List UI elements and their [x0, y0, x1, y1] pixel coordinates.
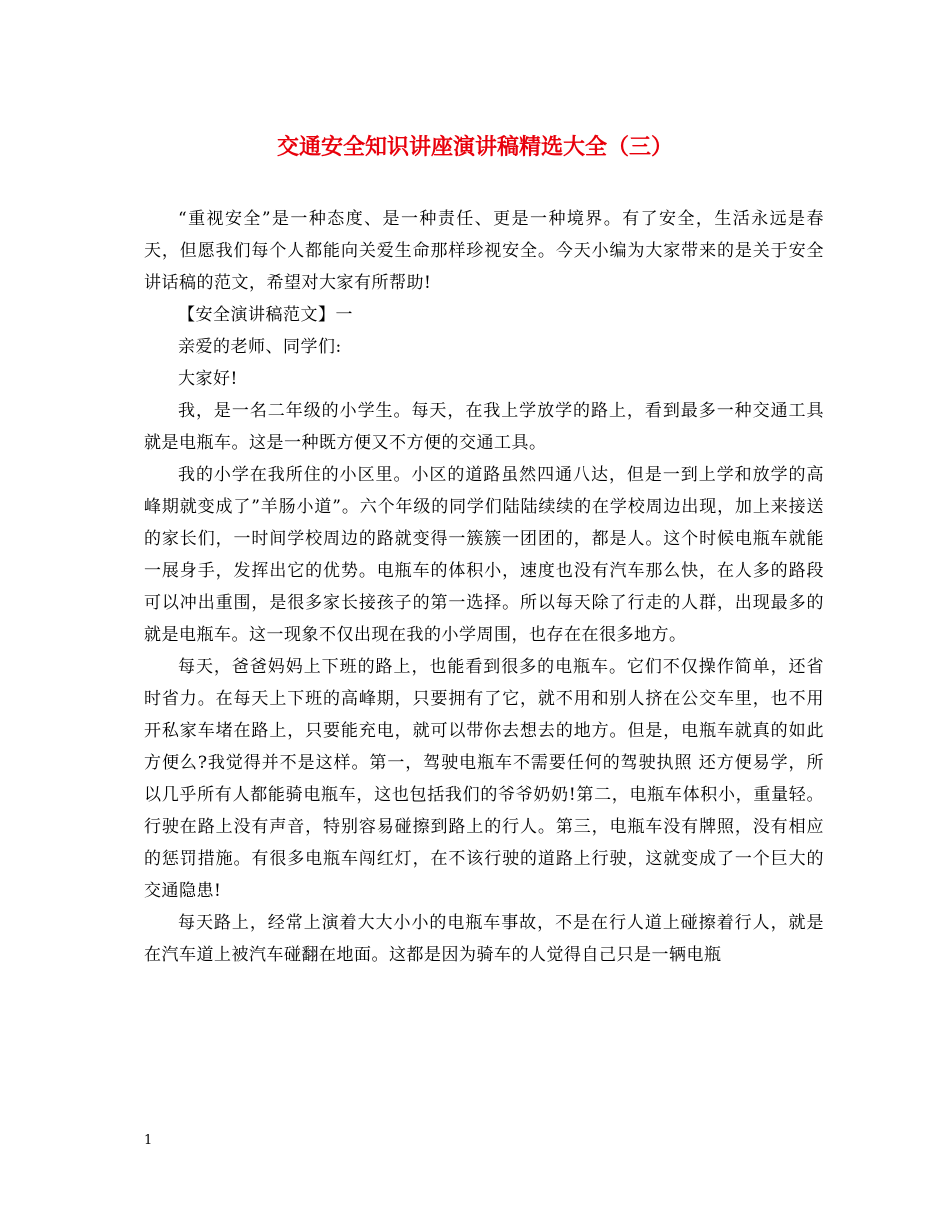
- paragraph-school-area: 我的小学在我所住的小区里。小区的道路虽然四通八达，但是一到上学和放学的高峰期就变成了”羊肠小道”。六个年级的同学们陆陆续续的在学校周边出现，加上来接送的家长们，一时间学校周边的路就变得一簇簇一团团的，都是人。这个时候电瓶车就能一展身手，发挥出它的优势。电瓶车的体积小，速度也没有汽车那么快，在人多的路段可以冲出重围，是很多家长接孩子的第一选择。所以每天除了行走的人群，出现最多的就是电瓶车。这一现象不仅出现在我的小学周围，也存在在很多地方。: [144, 465, 824, 645]
- paragraph-commute: 每天，爸爸妈妈上下班的路上，也能看到很多的电瓶车。它们不仅操作简单，还省时省力。在每天上下班的高峰期，只要拥有了它，就不用和别人挤在公交车里，也不用开私家车堵在路上，只要能充电，就可以带你去想去的地方。但是，电瓶车就真的如此方便么?我觉得并不是这样。第一，驾驶电瓶车不需要任何的驾驶执照 还方便易学，所以几乎所有人都能骑电瓶车，这也包括我们的爷爷奶奶!第二，电瓶车体积小，重量轻。行驶在路上没有声音，特别容易碰擦到路上的行人。第三，电瓶车没有牌照，没有相应的惩罚措施。有很多电瓶车闯红灯，在不该行驶的道路上行驶，这就变成了一个巨大的交通隐患!: [144, 657, 824, 901]
- paragraph-self-intro: 我，是一名二年级的小学生。每天，在我上学放学的路上，看到最多一种交通工具就是电瓶车。这是一种既方便又不方便的交通工具。: [144, 401, 824, 453]
- paragraph-greeting: 大家好!: [178, 369, 238, 389]
- paragraph-intro: “重视安全”是一种态度、是一种责任、更是一种境界。有了安全，生活永远是春天，但愿我们每个人都能向关爱生命那样珍视安全。今天小编为大家带来的是关于安全讲话稿的范文，希望对大家有所帮助!: [144, 209, 824, 293]
- document-title: 交通安全知识讲座演讲稿精选大全（三）: [276, 134, 673, 160]
- page-number: 1: [144, 1133, 153, 1148]
- paragraph-section-heading: 【安全演讲稿范文】一: [178, 305, 353, 325]
- paragraph-salutation: 亲爱的老师、同学们:: [178, 337, 342, 357]
- paragraph-accidents: 每天路上，经常上演着大大小小的电瓶车事故，不是在行人道上碰擦着行人，就是在汽车道上被汽车碰翻在地面。这都是因为骑车的人觉得自己只是一辆电瓶: [144, 913, 824, 965]
- document-body: [144, 203, 824, 971]
